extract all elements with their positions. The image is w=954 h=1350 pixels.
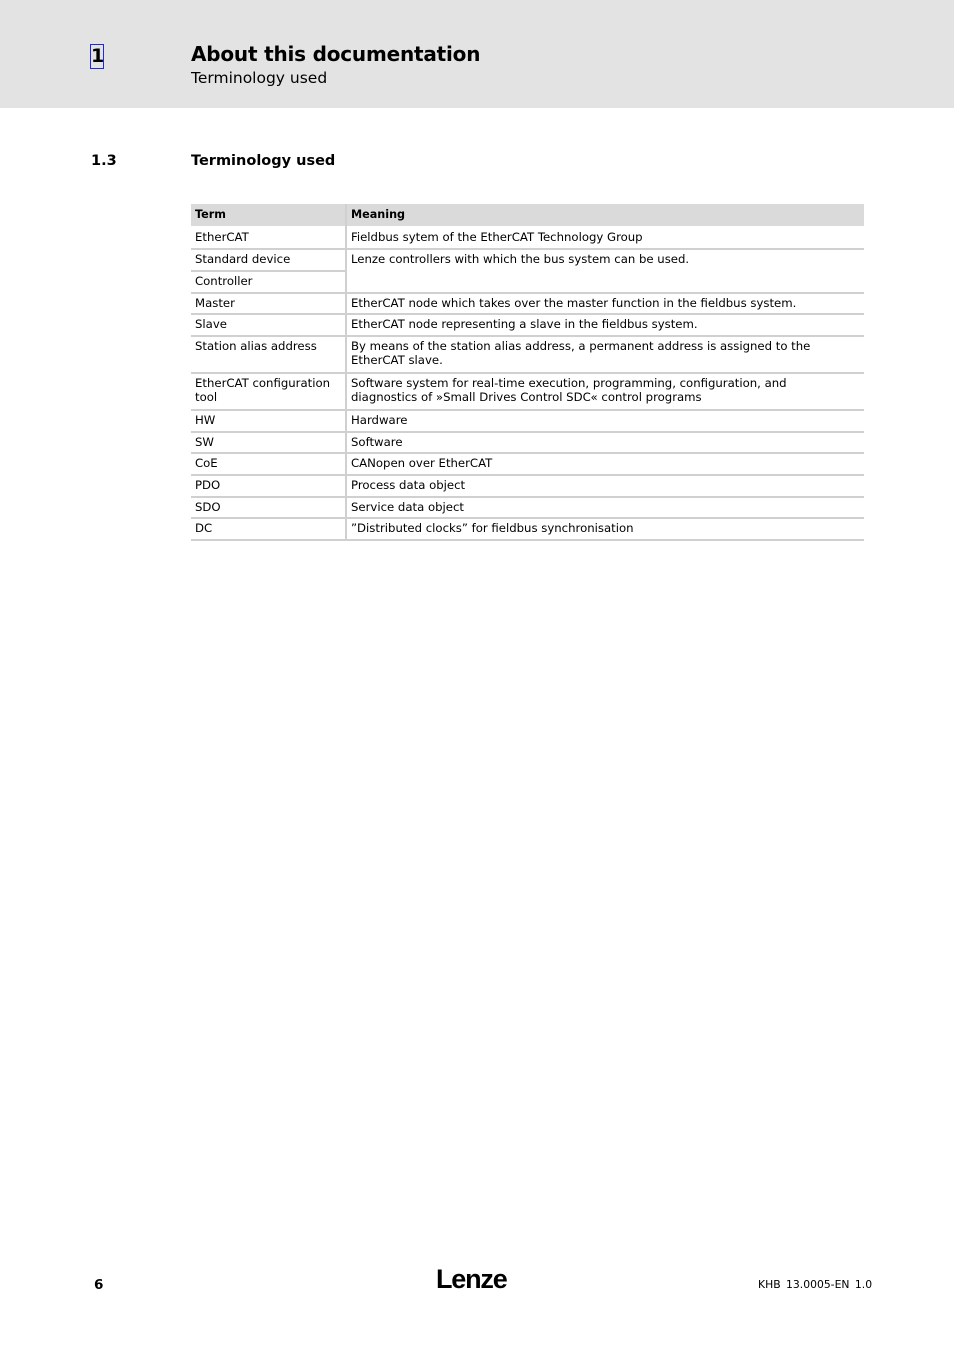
table-row bbox=[191, 314, 864, 335]
meaning-cell: Process data object bbox=[351, 478, 466, 492]
meaning-cell: Service data object bbox=[351, 500, 464, 514]
table-row bbox=[191, 432, 864, 452]
chapter-subtitle: Terminology used bbox=[191, 69, 328, 87]
table-header-row bbox=[191, 204, 864, 226]
term-cell: PDO bbox=[195, 478, 221, 492]
term-cell: EtherCAT bbox=[195, 230, 249, 244]
meaning-cell: Lenze controllers with which the bus system can be used. bbox=[351, 252, 690, 266]
table-row bbox=[191, 293, 864, 313]
page-number: 6 bbox=[94, 1277, 104, 1293]
term-cell: Controller bbox=[195, 274, 253, 288]
term-cell: Master bbox=[195, 296, 235, 310]
meaning-cell: Software bbox=[351, 435, 403, 449]
term-cell: DC bbox=[195, 521, 213, 535]
table-row bbox=[191, 410, 864, 431]
section-number: 1.3 bbox=[91, 153, 117, 169]
term-cell: Slave bbox=[195, 317, 227, 331]
header-meaning: Meaning bbox=[347, 204, 864, 226]
meaning-cell: ”Distributed clocks” for fieldbus synchronisation bbox=[351, 521, 634, 535]
table-row bbox=[191, 336, 864, 372]
term-cell: EtherCAT configuration tool bbox=[195, 376, 330, 404]
table-row bbox=[191, 271, 864, 292]
meaning-cell: By means of the station alias address, a permanent address is assigned to the EtherCAT slave. bbox=[351, 339, 811, 367]
column-divider bbox=[345, 204, 347, 540]
section-title: Terminology used bbox=[191, 153, 336, 169]
table-row bbox=[191, 475, 864, 496]
table-row bbox=[191, 373, 864, 409]
meaning-cell: Hardware bbox=[351, 413, 408, 427]
lenze-logo: Lenze bbox=[436, 1264, 507, 1294]
meaning-cell: CANopen over EtherCAT bbox=[351, 456, 493, 470]
chapter-title: About this documentation bbox=[191, 42, 481, 66]
term-cell: SW bbox=[195, 435, 214, 449]
chapter-number-box[interactable]: 1 bbox=[91, 45, 105, 67]
meaning-cell: EtherCAT node which takes over the master function in the fieldbus system. bbox=[351, 296, 797, 310]
table-row bbox=[191, 497, 864, 517]
term-cell: Station alias address bbox=[195, 339, 317, 353]
term-cell: SDO bbox=[195, 500, 221, 514]
table-row bbox=[191, 249, 864, 270]
chapter-header-band bbox=[0, 0, 954, 108]
table-row bbox=[191, 518, 864, 539]
term-cell: CoE bbox=[195, 456, 218, 470]
table-row bbox=[191, 227, 864, 248]
table-row bbox=[191, 453, 864, 474]
meaning-cell: EtherCAT node representing a slave in the fieldbus system. bbox=[351, 317, 698, 331]
row-divider bbox=[191, 539, 864, 541]
document-reference: KHB 13.0005-EN 1.0 bbox=[758, 1278, 873, 1291]
meaning-cell bbox=[347, 271, 864, 292]
term-cell: Standard device bbox=[195, 252, 291, 266]
term-cell: HW bbox=[195, 413, 216, 427]
header-term: Term bbox=[191, 204, 345, 226]
meaning-cell: Fieldbus sytem of the EtherCAT Technology Group bbox=[351, 230, 643, 244]
meaning-cell: Software system for real-time execution, programming, configuration, and diagnostics of »Small Drives Control SDC« control programs bbox=[351, 376, 787, 404]
